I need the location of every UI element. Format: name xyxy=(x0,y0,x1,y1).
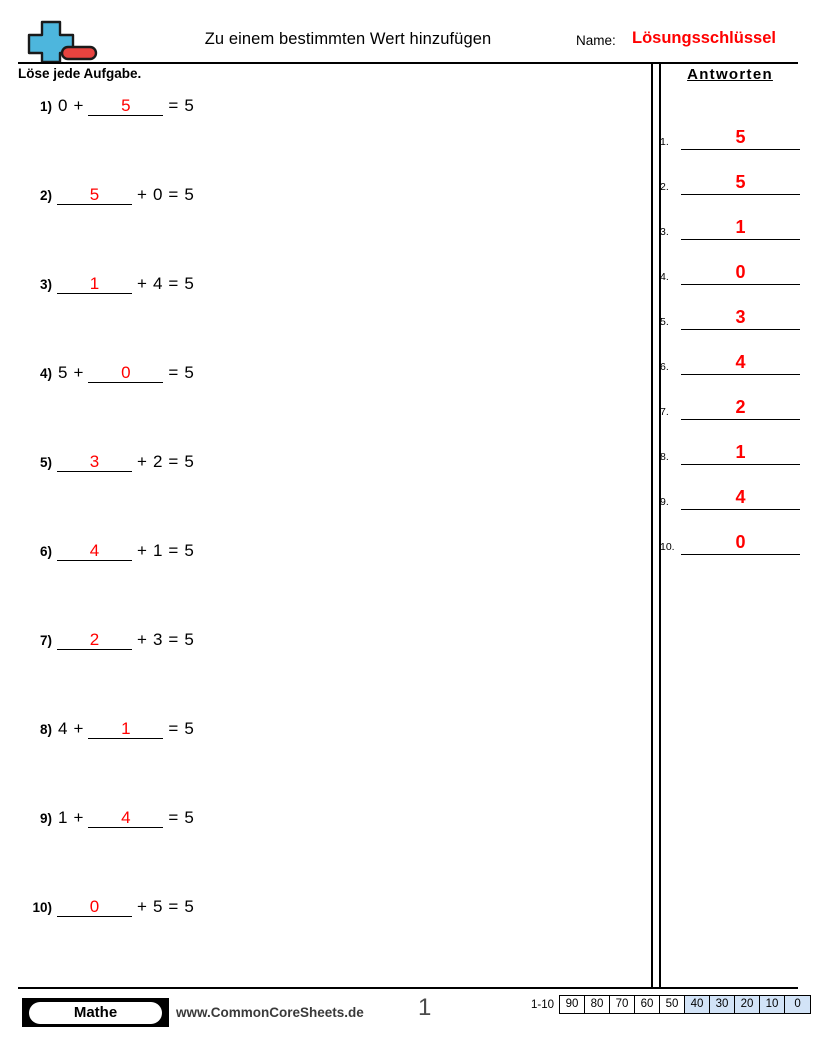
problem-row xyxy=(18,185,638,205)
answer-value[interactable]: 4 xyxy=(681,353,800,375)
problem-item xyxy=(18,808,638,897)
problem-row xyxy=(18,719,638,739)
problem-number: 8) xyxy=(39,722,52,737)
answers-list xyxy=(660,105,800,555)
problem-operator: + xyxy=(73,363,84,382)
answer-number: 10. xyxy=(660,541,675,553)
problem-row xyxy=(18,274,638,294)
answer-row xyxy=(660,240,800,285)
plus-minus-icon xyxy=(18,18,104,62)
answer-blank[interactable]: 2 xyxy=(57,631,132,650)
problem-operand-left: 5 xyxy=(58,363,68,382)
problem-expression xyxy=(55,630,197,650)
brand-label: Mathe xyxy=(29,1002,162,1024)
problem-equals-sign: = xyxy=(168,452,179,471)
page-number: 1 xyxy=(418,994,432,1021)
problem-item xyxy=(18,719,638,808)
problem-equals-sign: = xyxy=(168,897,179,916)
problem-row xyxy=(18,96,638,116)
problem-equals-sign: = xyxy=(168,363,179,382)
answer-value[interactable]: 5 xyxy=(681,173,800,195)
brand-badge xyxy=(22,998,169,1027)
problem-expression xyxy=(55,897,197,917)
grading-scale xyxy=(529,995,811,1014)
problem-row xyxy=(18,808,638,828)
problem-operator: + xyxy=(73,808,84,827)
grading-box-list xyxy=(559,995,811,1014)
answer-row xyxy=(660,465,800,510)
problem-equals-sign: = xyxy=(168,185,179,204)
problem-item xyxy=(18,452,638,541)
problem-sum: 5 xyxy=(184,452,194,471)
problem-sum: 5 xyxy=(184,808,194,827)
answers-title: Antworten xyxy=(687,66,773,83)
answer-value[interactable]: 5 xyxy=(681,128,800,150)
problem-operand-right: 5 xyxy=(152,897,163,916)
answer-value[interactable]: 0 xyxy=(681,533,800,555)
answer-value[interactable]: 2 xyxy=(681,398,800,420)
grading-box: 60 xyxy=(635,996,660,1013)
answer-number: 9. xyxy=(660,496,669,508)
problem-expression xyxy=(55,719,197,739)
problem-row xyxy=(18,363,638,383)
problem-operand-left: 4 xyxy=(58,719,68,738)
answer-blank[interactable]: 1 xyxy=(57,275,132,294)
answer-row xyxy=(660,105,800,150)
problem-list xyxy=(18,96,638,986)
problem-operand-right: 1 xyxy=(152,541,163,560)
problem-operator: + xyxy=(137,897,147,916)
answer-number: 6. xyxy=(660,361,669,373)
problem-row xyxy=(18,630,638,650)
problem-number: 3) xyxy=(39,277,52,292)
answers-panel xyxy=(660,66,800,555)
answer-row xyxy=(660,330,800,375)
problem-operand-right: 4 xyxy=(152,274,163,293)
grading-range-label: 1-10 xyxy=(531,998,555,1011)
problem-equals-sign: = xyxy=(168,274,179,293)
answer-blank[interactable]: 5 xyxy=(57,186,132,205)
problem-row xyxy=(18,452,638,472)
problem-operand-left: 1 xyxy=(58,808,68,827)
problem-number: 1) xyxy=(39,99,52,114)
answer-blank[interactable]: 5 xyxy=(88,97,163,116)
problem-item xyxy=(18,96,638,185)
problem-item xyxy=(18,185,638,274)
problem-operand-right: 0 xyxy=(152,185,163,204)
header-divider xyxy=(18,62,798,64)
problem-expression xyxy=(55,96,197,116)
grading-box: 0 xyxy=(785,996,810,1013)
problem-number: 6) xyxy=(39,544,52,559)
problem-number: 10) xyxy=(32,900,52,915)
page-title: Zu einem bestimmten Wert hinzufügen xyxy=(204,30,492,48)
grading-box: 30 xyxy=(710,996,735,1013)
grading-box: 10 xyxy=(760,996,785,1013)
answer-blank[interactable]: 1 xyxy=(88,720,163,739)
problem-equals-sign: = xyxy=(168,96,179,115)
problem-sum: 5 xyxy=(184,363,194,382)
answer-number: 1. xyxy=(660,136,669,148)
answer-blank[interactable]: 4 xyxy=(57,542,132,561)
answer-value[interactable]: 1 xyxy=(681,443,800,465)
problem-operator: + xyxy=(137,452,147,471)
problem-number: 2) xyxy=(39,188,52,203)
grading-box: 90 xyxy=(560,996,585,1013)
problem-item xyxy=(18,897,638,986)
answer-blank[interactable]: 0 xyxy=(88,364,163,383)
answer-number: 7. xyxy=(660,406,669,418)
answer-key-badge: Lösungsschlüssel xyxy=(632,29,776,47)
grading-box: 40 xyxy=(685,996,710,1013)
answer-value[interactable]: 1 xyxy=(681,218,800,240)
answer-value[interactable]: 0 xyxy=(681,263,800,285)
problem-operator: + xyxy=(73,96,84,115)
name-label: Name: xyxy=(576,33,616,48)
problem-expression xyxy=(55,808,197,828)
problem-operand-right: 3 xyxy=(152,630,163,649)
grading-box: 20 xyxy=(735,996,760,1013)
problem-expression xyxy=(55,452,197,472)
instruction-text: Löse jede Aufgabe. xyxy=(18,66,142,81)
problem-number: 9) xyxy=(39,811,52,826)
footer-divider xyxy=(18,987,798,989)
problem-number: 7) xyxy=(39,633,52,648)
answer-blank[interactable]: 3 xyxy=(57,453,132,472)
grading-box: 80 xyxy=(585,996,610,1013)
problem-item xyxy=(18,363,638,452)
problem-operator: + xyxy=(73,719,84,738)
answer-blank[interactable]: 4 xyxy=(88,809,163,828)
problem-item xyxy=(18,541,638,630)
problem-equals-sign: = xyxy=(168,541,179,560)
problem-row xyxy=(18,897,638,917)
problem-equals-sign: = xyxy=(168,719,179,738)
answer-number: 5. xyxy=(660,316,669,328)
answer-row xyxy=(660,285,800,330)
answer-row xyxy=(660,510,800,555)
grading-box: 50 xyxy=(660,996,685,1013)
problem-operator: + xyxy=(137,274,147,293)
answer-blank[interactable]: 0 xyxy=(57,898,132,917)
problem-operator: + xyxy=(137,541,147,560)
problem-sum: 5 xyxy=(184,541,194,560)
problem-expression xyxy=(55,274,197,294)
answer-number: 4. xyxy=(660,271,669,283)
problem-number: 4) xyxy=(39,366,52,381)
problem-sum: 5 xyxy=(184,719,194,738)
problem-sum: 5 xyxy=(184,274,194,293)
answer-number: 3. xyxy=(660,226,669,238)
answer-row xyxy=(660,375,800,420)
problem-sum: 5 xyxy=(184,185,194,204)
problem-equals-sign: = xyxy=(168,808,179,827)
grading-box: 70 xyxy=(610,996,635,1013)
answer-value[interactable]: 4 xyxy=(681,488,800,510)
answer-number: 2. xyxy=(660,181,669,193)
problem-sum: 5 xyxy=(184,897,194,916)
problem-operand-right: 2 xyxy=(152,452,163,471)
problem-sum: 5 xyxy=(184,96,194,115)
problem-equals-sign: = xyxy=(168,630,179,649)
answer-number: 8. xyxy=(660,451,669,463)
problem-expression xyxy=(55,185,197,205)
problem-expression xyxy=(55,541,197,561)
answer-value[interactable]: 3 xyxy=(681,308,800,330)
problem-operand-left: 0 xyxy=(58,96,68,115)
problem-operator: + xyxy=(137,185,147,204)
problem-item xyxy=(18,630,638,719)
answer-row xyxy=(660,150,800,195)
problem-expression xyxy=(55,363,197,383)
problem-row xyxy=(18,541,638,561)
problem-item xyxy=(18,274,638,363)
problem-sum: 5 xyxy=(184,630,194,649)
answer-row xyxy=(660,195,800,240)
problem-operator: + xyxy=(137,630,147,649)
answer-row xyxy=(660,420,800,465)
problem-number: 5) xyxy=(39,455,52,470)
site-url: www.CommonCoreSheets.de xyxy=(176,1005,364,1020)
page-header xyxy=(18,16,798,62)
